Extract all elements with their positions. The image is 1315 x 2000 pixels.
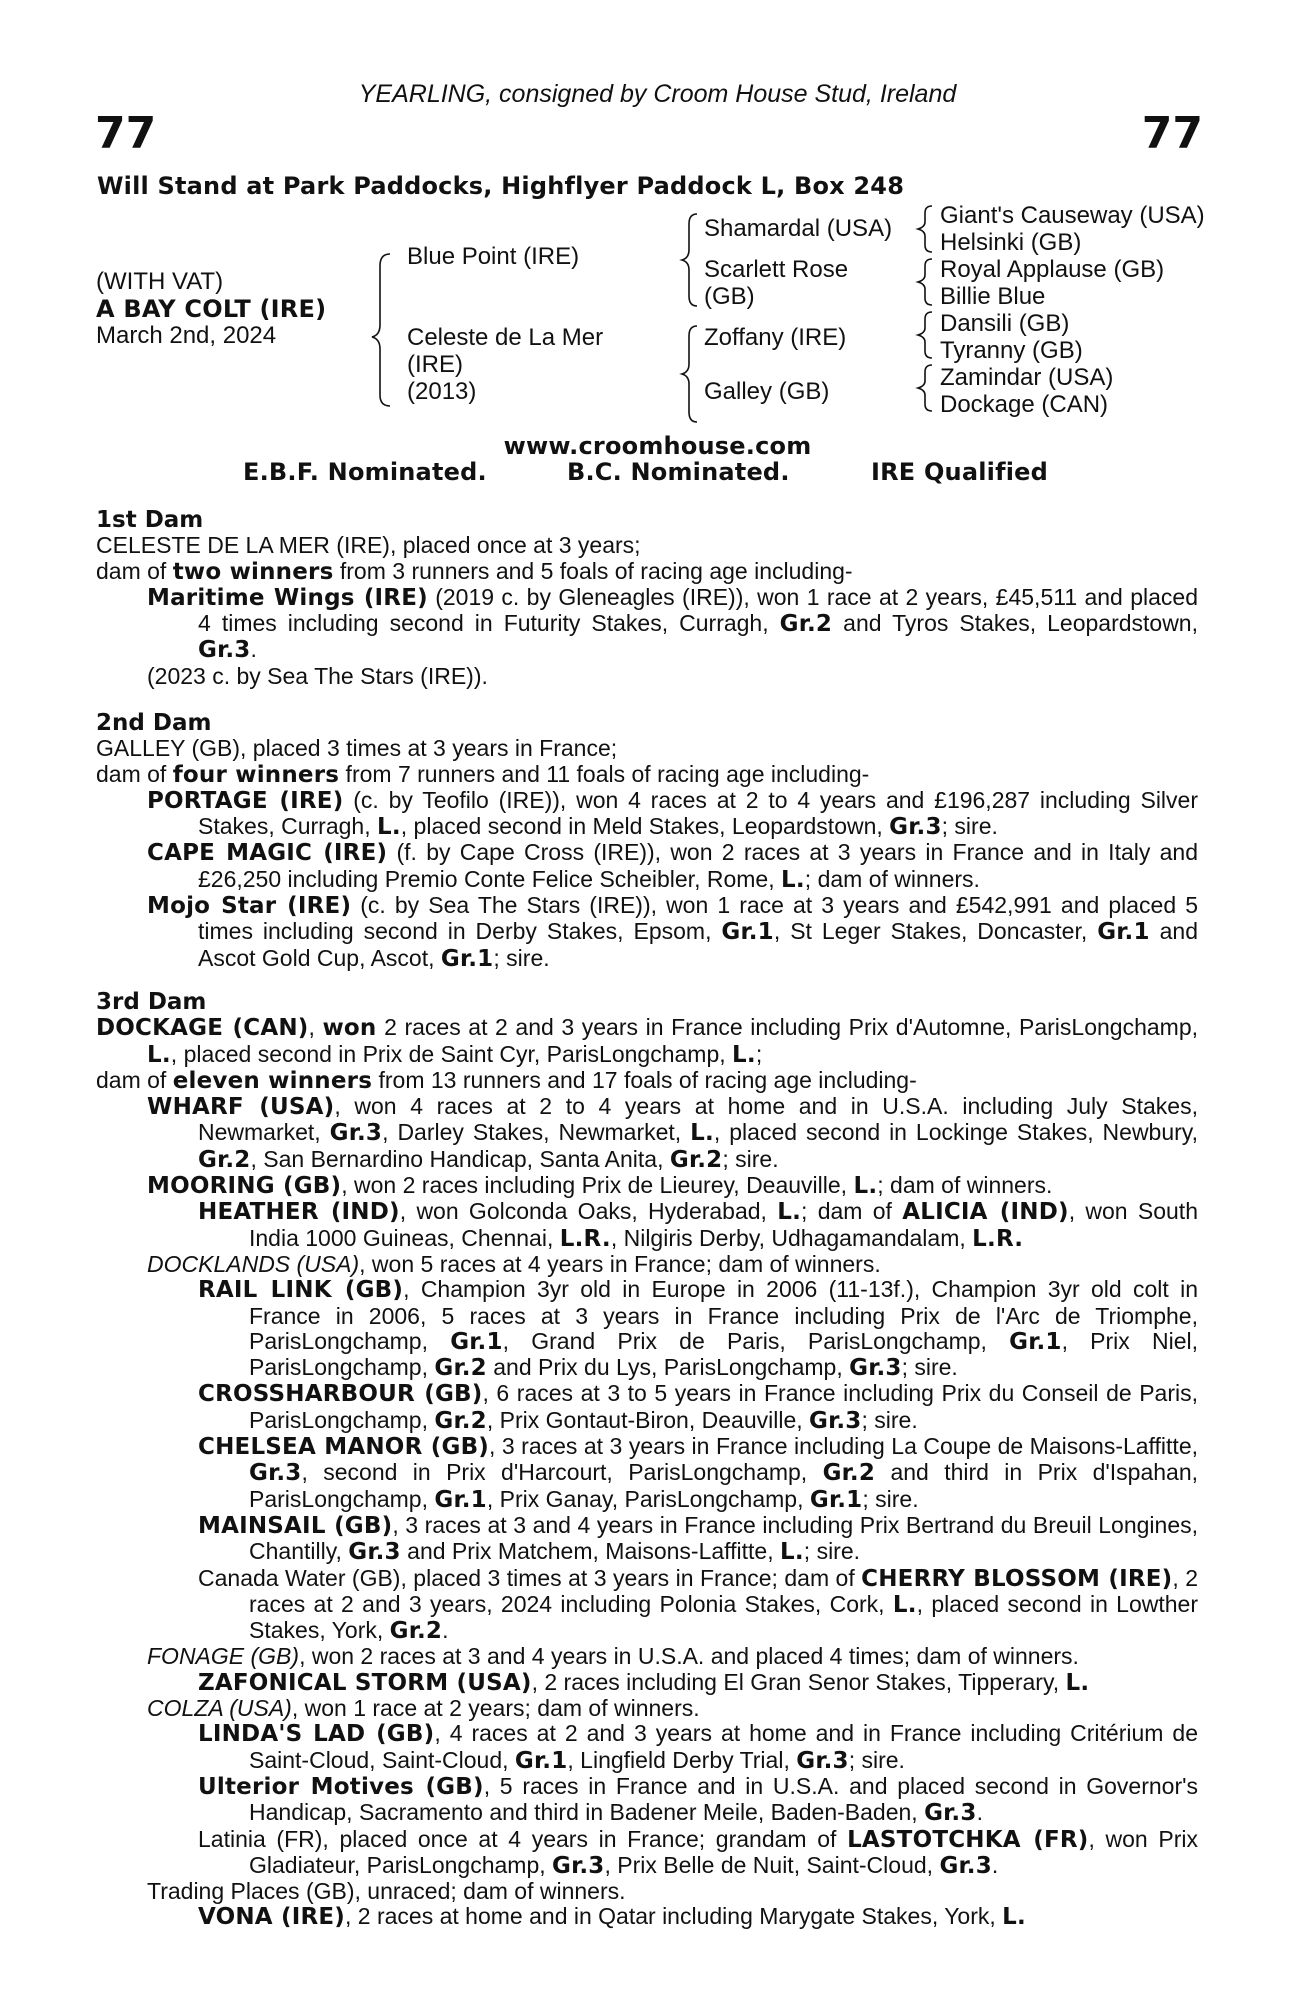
dam-dam-name: Galley (GB)	[704, 378, 830, 405]
dam-sire-name: Zoffany (IRE)	[704, 324, 847, 351]
website-link[interactable]: www.croomhouse.com	[503, 432, 812, 460]
bc-nominated: B.C. Nominated.	[567, 458, 790, 486]
sire-sire-name: Shamardal (USA)	[704, 215, 893, 242]
ancestor-g3: Royal Applause (GB)	[940, 256, 1165, 283]
produce-mainsail: MAINSAIL (GB), 3 races at 3 and 4 years in France including Prix Bertrand du Breuil Longines, Chantilly, Gr.3 and Prix Matchem, Maisons-Laffitte, L.; sire.	[198, 1511, 1198, 1566]
second-dam-produce: dam of four winners from 7 runners and 11 foals of racing age including-	[96, 760, 870, 788]
foaling-date: March 2nd, 2024	[96, 322, 277, 349]
lot-number-right: 77	[1141, 108, 1203, 159]
lot-number-left: 77	[95, 108, 157, 159]
produce-latinia: Latinia (FR), placed once at 4 years in France; grandam of LASTOTCHKA (FR), won Prix Gladiateur, ParisLongchamp, Gr.3, Prix Belle de Nuit, Saint-Cloud, Gr.3.	[198, 1825, 1198, 1879]
dam-name-line1: Celeste de La Mer	[407, 324, 604, 351]
produce-trading-places: Trading Places (GB), unraced; dam of winners.	[147, 1878, 626, 1905]
produce-colza: COLZA (USA), won 1 race at 2 years; dam of winners.	[147, 1695, 700, 1722]
produce-wharf: WHARF (USA), won 4 races at 2 to 4 years at home and in U.S.A. including July Stakes, Newmarket, Gr.3, Darley Stakes, Newmarket, L., placed second in Lockinge Stakes, Newbury, Gr.2, San Bernardino Handicap, Santa Anita, Gr.2; sire.	[147, 1093, 1198, 1173]
second-dam-heading: 2nd Dam	[96, 710, 212, 736]
ancestor-g8: Dockage (CAN)	[940, 391, 1109, 418]
stand-location: Will Stand at Park Paddocks, Highflyer Paddock L, Box 248	[97, 172, 905, 200]
produce-zafonical-storm: ZAFONICAL STORM (USA), 2 races including El Gran Senor Stakes, Tipperary, L.	[198, 1668, 1090, 1696]
produce-portage: PORTAGE (IRE) (c. by Teofilo (IRE)), won 4 races at 2 to 4 years and £196,287 including Silver Stakes, Curragh, L., placed second in Meld Stakes, Leopardstown, Gr.3; sire.	[147, 786, 1198, 841]
dam-name-line2: (IRE)	[407, 351, 463, 378]
ancestor-g2: Helsinki (GB)	[940, 229, 1082, 256]
produce-mojo-star: Mojo Star (IRE) (c. by Sea The Stars (IRE)), won 1 race at 3 years and £542,991 and placed 5 times including second in Derby Stakes, Epsom, Gr.1, St Leger Stakes, Doncaster, Gr.1 and Ascot Gold Cup, Ascot, Gr.1; sire.	[147, 892, 1198, 972]
first-dam-section	[96, 507, 1198, 689]
produce-chelsea-manor: CHELSEA MANOR (GB), 3 races at 3 years in France including La Coupe de Maisons-Laffitte, Gr.3, second in Prix d'Harcourt, ParisLongchamp, Gr.2 and third in Prix d'Ispahan, ParisLongchamp, Gr.1, Prix Ganay, ParisLongchamp, Gr.1; sire.	[198, 1433, 1198, 1513]
produce-rail-link: RAIL LINK (GB), Champion 3yr old in Europe in 2006 (11-13f.), Champion 3yr old colt in France in 2006, 5 races at 3 years in France including Prix de l'Arc de Triomphe, ParisLongchamp, Gr.1, Grand Prix de Paris, ParisLongchamp, Gr.1, Prix Niel, ParisLongchamp, Gr.2 and Prix du Lys, ParisLongchamp, Gr.3; sire.	[198, 1276, 1198, 1382]
produce-mooring: MOORING (GB), won 2 races including Prix de Lieurey, Deauville, L.; dam of winners.	[147, 1172, 1053, 1200]
sire-dam-line2: (GB)	[704, 283, 755, 310]
produce-maritime-wings: Maritime Wings (IRE) (2019 c. by Gleneagles (IRE)), won 1 race at 2 years, £45,511 and placed 4 times including second in Futurity Stakes, Curragh, Gr.2 and Tyros Stakes, Leopardstown, Gr.3.	[147, 583, 1198, 664]
ancestor-g4: Billie Blue	[940, 283, 1046, 310]
produce-fonage: FONAGE (GB), won 2 races at 3 and 4 years in U.S.A. and placed 4 times; dam of winners.	[147, 1643, 1079, 1670]
produce-crossharbour: CROSSHARBOUR (GB), 6 races at 3 to 5 years in France including Prix du Conseil de Paris, ParisLongchamp, Gr.2, Prix Gontaut-Biron, Deauville, Gr.3; sire.	[198, 1380, 1198, 1434]
produce-2023-colt: (2023 c. by Sea The Stars (IRE)).	[147, 662, 488, 689]
ancestor-g6: Tyranny (GB)	[940, 337, 1083, 364]
third-dam-summary: DOCKAGE (CAN), won 2 races at 2 and 3 years in France including Prix d'Automne, ParisLongchamp, L., placed second in Prix de Saint Cyr, ParisLongchamp, L.;	[96, 1014, 1199, 1068]
produce-heather: HEATHER (IND), won Golconda Oaks, Hyderabad, L.; dam of ALICIA (IND), won South India 1000 Guineas, Chennai, L.R., Nilgiris Derby, Udhagamandalam, L.R.	[198, 1198, 1198, 1252]
produce-canada-water: Canada Water (GB), placed 3 times at 3 years in France; dam of CHERRY BLOSSOM (IRE), 2 races at 2 and 3 years, 2024 including Polonia Stakes, Cork, L., placed second in Lowther Stakes, York, Gr.2.	[198, 1564, 1199, 1645]
produce-cape-magic: CAPE MAGIC (IRE) (f. by Cape Cross (IRE)), won 2 races at 3 years in France and in Italy and £26,250 including Premio Conte Felice Scheibler, Rome, L.; dam of winners.	[147, 839, 1198, 893]
third-dam-heading: 3rd Dam	[96, 989, 207, 1015]
horse-name: A BAY COLT (IRE)	[96, 295, 327, 323]
consignor-line: YEARLING, consigned by Croom House Stud, Ireland	[358, 80, 957, 108]
sire-name: Blue Point (IRE)	[407, 243, 580, 270]
third-dam-section	[96, 989, 1198, 1931]
produce-ulterior-motives: Ulterior Motives (GB), 5 races in France and in U.S.A. and placed second in Governor's Handicap, Sacramento and third in Badener Meile, Baden-Baden, Gr.3.	[198, 1772, 1198, 1827]
vat-note: (WITH VAT)	[96, 268, 224, 295]
ire-qualified: IRE Qualified	[871, 458, 1049, 486]
second-dam-section	[96, 710, 1198, 972]
ancestor-g1: Giant's Causeway (USA)	[940, 202, 1205, 229]
produce-vona: VONA (IRE), 2 races at home and in Qatar including Marygate Stakes, York, L.	[198, 1903, 1026, 1931]
first-dam-heading: 1st Dam	[96, 507, 204, 533]
ebf-nominated: E.B.F. Nominated.	[243, 458, 487, 486]
third-dam-produce: dam of eleven winners from 13 runners and 17 foals of racing age including-	[96, 1066, 917, 1094]
produce-docklands: DOCKLANDS (USA), won 5 races at 4 years in France; dam of winners.	[147, 1250, 881, 1277]
second-dam-summary: GALLEY (GB), placed 3 times at 3 years in France;	[96, 735, 618, 762]
first-dam-summary: CELESTE DE LA MER (IRE), placed once at 3 years;	[96, 532, 641, 559]
sire-dam-line1: Scarlett Rose	[704, 256, 849, 283]
dam-foaled-year: (2013)	[407, 378, 477, 405]
ancestor-g7: Zamindar (USA)	[940, 364, 1114, 391]
ancestor-g5: Dansili (GB)	[940, 310, 1070, 337]
first-dam-produce: dam of two winners from 3 runners and 5 foals of racing age including-	[96, 557, 853, 585]
produce-lindas-lad: LINDA'S LAD (GB), 4 races at 2 and 3 years at home and in France including Critérium de Saint-Cloud, Saint-Cloud, Gr.1, Lingfield Derby Trial, Gr.3; sire.	[198, 1720, 1198, 1774]
